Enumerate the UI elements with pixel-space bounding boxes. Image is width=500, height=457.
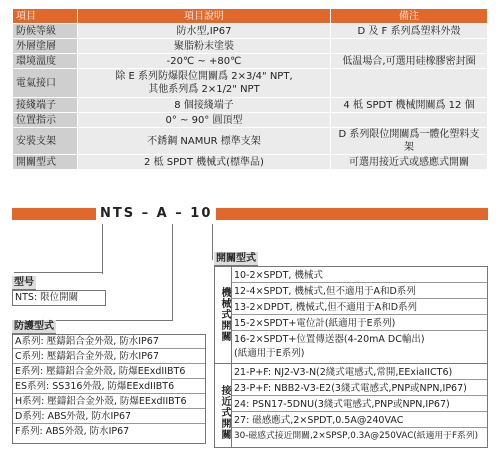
connector-line bbox=[172, 224, 173, 320]
row-note: D 系列限位開關爲一體化塑料支架 bbox=[331, 128, 488, 155]
row-label: 安裝支架 bbox=[13, 128, 78, 155]
model-code: NTS – A – 10 bbox=[96, 204, 216, 224]
mech-list bbox=[232, 267, 487, 363]
protection-item: E系列: 壓鑄鋁合金外殼, 防爆EExdIIBT6 bbox=[13, 365, 205, 379]
mech-vlabel: 機械式開關 bbox=[219, 287, 230, 342]
model-type-box bbox=[12, 290, 106, 306]
switch-type-title: 開關型式 bbox=[216, 253, 256, 264]
protection-item: ES系列: SS316外殼, 防爆EExdIIBT6 bbox=[13, 380, 205, 394]
mech-item: 10-2×SPDT, 機械式 bbox=[232, 269, 487, 283]
row-label: 防候等級 bbox=[13, 24, 78, 39]
row-note bbox=[331, 39, 488, 54]
protection-item: D系列: ABS外殼, 防水IP67 bbox=[13, 410, 205, 424]
mech-item: 16-2×SPDT+位置傳送器(4-20mA DC輸出) bbox=[234, 334, 425, 345]
row-desc: 0° ~ 90° 圓頂型 bbox=[78, 113, 331, 128]
header-note: 備注 bbox=[331, 9, 488, 24]
mech-item: 13-2×DPDT, 機械式,但不適用于A和D系列 bbox=[232, 301, 487, 315]
row-note: 4 柢 SPDT 機械開關爲 12 個 bbox=[331, 98, 488, 113]
row-label: 開關型式 bbox=[13, 155, 78, 170]
prox-vlabel: 接近式開關 bbox=[219, 385, 230, 440]
spec-table bbox=[12, 8, 488, 170]
connector-line bbox=[102, 224, 103, 274]
protection-box bbox=[12, 334, 206, 444]
protection-item: C系列: 壓鑄鋁合金外殼, 防水IP67 bbox=[13, 350, 205, 364]
row-note: D 及 F 系列爲塑料外殼 bbox=[331, 24, 488, 39]
model-type-item: NTS: 限位開關 bbox=[15, 292, 79, 303]
prox-item: 24: PSN17-5DNU(3綫式電感式,PNP或NPN,IP67) bbox=[232, 398, 487, 412]
connector-line bbox=[14, 272, 103, 273]
prox-list bbox=[232, 364, 487, 447]
row-desc: 聚脂粉末塗裝 bbox=[78, 39, 331, 54]
row-desc: 防水型,IP67 bbox=[78, 24, 331, 39]
row-desc bbox=[78, 69, 331, 98]
header-desc: 項目說明 bbox=[78, 9, 331, 24]
row-label: 位置指示 bbox=[13, 113, 78, 128]
prox-item: 30-磁感式接近開關,2×SPSP,0.3A@250VAC(紙適用于F系列) bbox=[234, 431, 479, 441]
header-item: 項目 bbox=[13, 9, 78, 24]
mech-item: 15-2×SPDT+電位計(紙適用于E系列) bbox=[232, 317, 487, 331]
row-desc-line: 其他系列爲 2×1/2" NPT bbox=[148, 84, 260, 95]
prox-item: 21-P+F: NJ2-V3-N(2綫式電感式,常開,EExiaIICT6) bbox=[232, 366, 487, 380]
protection-item: F系列: ABS外殼, 防水IP67 bbox=[15, 426, 130, 437]
model-type-title: 型号 bbox=[14, 277, 34, 288]
switch-type-box bbox=[214, 266, 488, 448]
row-desc: -20℃ ~ +80℃ bbox=[78, 54, 331, 69]
row-label: 環境溫度 bbox=[13, 54, 78, 69]
prox-item: 23-P+F: NBB2-V3-E2(3綫式電感式,PNP或NPN,IP67) bbox=[232, 382, 487, 396]
row-label: 外層塗層 bbox=[13, 39, 78, 54]
mech-item: 12-4×SPDT, 機械式,但不適用于A和D系列 bbox=[232, 285, 487, 299]
prox-item: 27: 磁感應式,2×SPDT,0.5A@240VAC bbox=[232, 414, 487, 428]
protection-item: A系列: 壓鑄鋁合金外殼, 防水IP67 bbox=[13, 335, 205, 349]
row-label: 接綫端子 bbox=[13, 98, 78, 113]
protection-item: H系列: 壓鑄鋁合金外殼, 防爆EExdIIBT6 bbox=[13, 395, 205, 409]
row-desc-line: 除 E 系列防爆限位開關爲 2×3/4" NPT, bbox=[115, 71, 293, 82]
row-note: 可選用接近式或感應式開關 bbox=[331, 155, 488, 170]
protection-title: 防護型式 bbox=[14, 321, 54, 332]
row-label: 電氣接口 bbox=[13, 69, 78, 98]
row-desc: 8 個接綫端子 bbox=[78, 98, 331, 113]
row-note bbox=[331, 69, 488, 98]
mech-item: (紙適用于E系列) bbox=[234, 348, 305, 359]
connector-line bbox=[212, 224, 213, 260]
row-desc: 2 柢 SPDT 機械式(標準品) bbox=[78, 155, 331, 170]
model-code-bar bbox=[12, 208, 488, 220]
row-note: 低温場合,可選用硅橡膠密封圈 bbox=[331, 54, 488, 69]
row-note bbox=[331, 113, 488, 128]
row-desc: 不銹鋼 NAMUR 標準支架 bbox=[78, 128, 331, 155]
